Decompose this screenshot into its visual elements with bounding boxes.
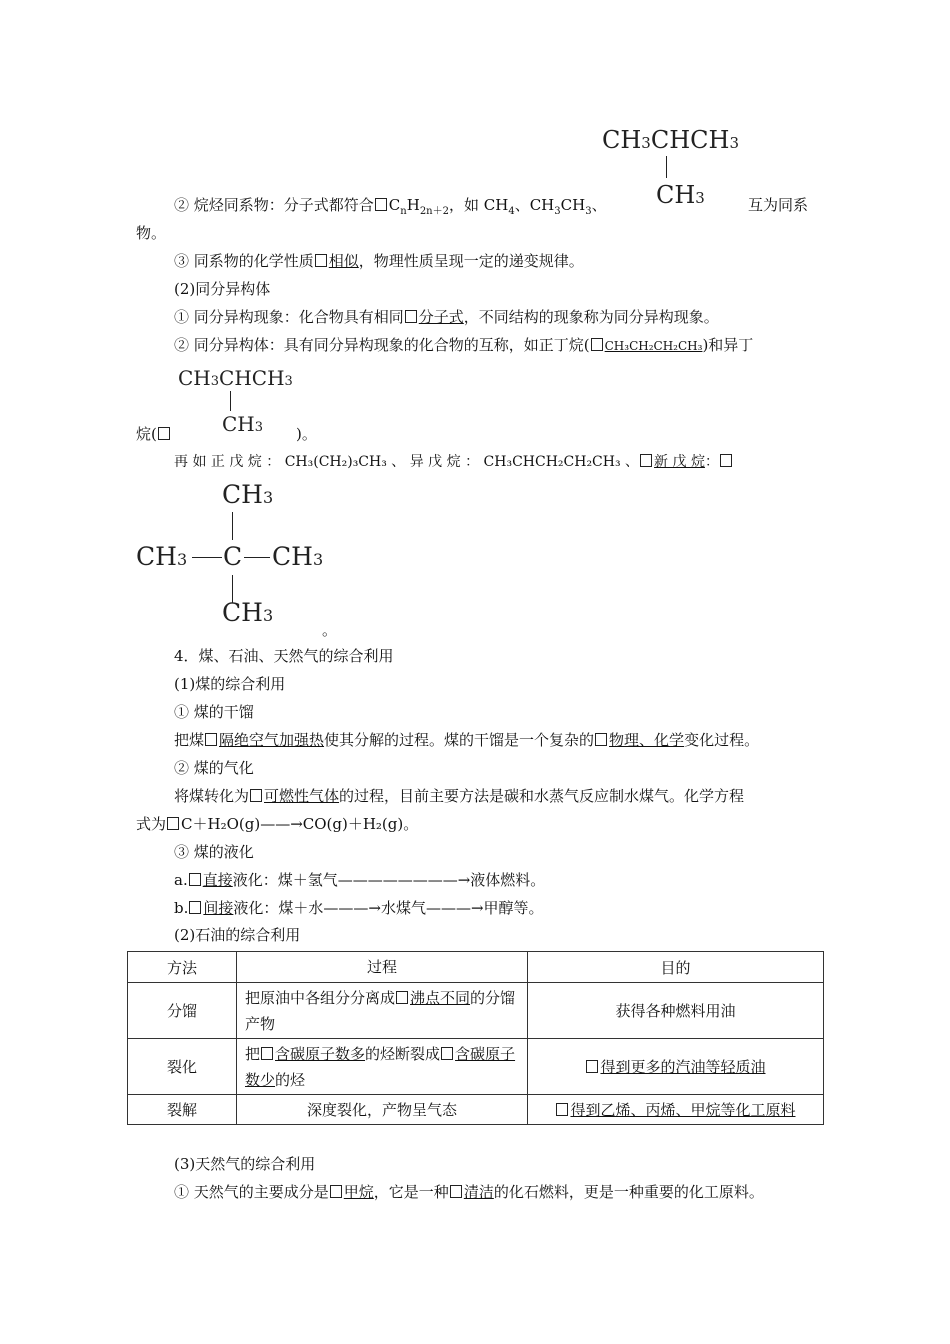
isomer-heading: (2)同分异构体 (174, 280, 271, 298)
blank-box (330, 1185, 342, 1198)
coal-heading: (1)煤的综合利用 (174, 675, 286, 693)
isobutane-close: )。 (296, 425, 317, 443)
coal-gasify-eq: 式为 C＋H₂O(g)——→CO(g)＋H₂(g)。 (136, 815, 419, 833)
homolog-property: ③ 同系物的化学性质 相似，物理性质呈现一定的递变规律。 (174, 252, 584, 270)
homolog-line: ② 烷烃同系物：分子式都符合 $C_nH_{2n+2}$，如 $CH_4$、$CH_3CH_3$、 (174, 196, 607, 217)
blank-box (591, 338, 603, 351)
blank-box (405, 310, 417, 323)
blank-box (595, 733, 607, 746)
natural-gas-heading: (3)天然气的综合利用 (174, 1155, 316, 1173)
natural-gas-text: ① 天然气的主要成分是 甲烷，它是一种 清洁的化石燃料，更是一种重要的化工原料。 (174, 1183, 764, 1201)
isomerism-def: ① 同分异构现象：化合物具有相同 分子式，不同结构的现象称为同分异构现象。 (174, 308, 719, 326)
petroleum-table (127, 951, 824, 1125)
isobutane-structure-2: CH3CHCH3 CH3 (178, 366, 293, 436)
table-row: 裂解 深度裂化，产物呈气态 得到乙烯、丙烯、甲烷等化工原料 (128, 1095, 824, 1125)
coal-gasify-heading: ② 煤的气化 (174, 759, 254, 777)
neopentane-structure: CH3 CH3 C CH3 CH3 (136, 480, 324, 627)
blank-box (640, 454, 652, 467)
homolog-wrap: 物。 (136, 224, 167, 242)
isobutane-line: 烷( (136, 424, 172, 444)
blank-box (250, 789, 262, 802)
blank-box (450, 1185, 462, 1198)
table-row: 裂化 把 含碳原子数多的烃断裂成 含碳原子数少的烃 得到更多的汽油等轻质油 (128, 1039, 824, 1095)
petroleum-heading: (2)石油的综合利用 (174, 926, 301, 944)
blank-box (189, 901, 201, 914)
section-4-heading: 4．煤、石油、天然气的综合利用 (174, 647, 394, 665)
coal-distill-heading: ① 煤的干馏 (174, 703, 254, 721)
neopentane-end: 。 (322, 621, 338, 639)
blank-box (158, 427, 170, 440)
blank-box (167, 817, 179, 830)
table-row: 分馏 把原油中各组分分离成 沸点不同的分馏产物 获得各种燃料用油 (128, 983, 824, 1039)
blank-box (720, 454, 732, 467)
blank-box (375, 198, 387, 211)
blank-box (315, 254, 327, 267)
table-header-row: 方法 过程 目的 (128, 952, 824, 983)
indirect-liquefy: b. 间接液化：煤＋水———→水煤气———→甲醇等。 (174, 899, 544, 917)
pentane-line: 再 如 正 戊 烷 ： CH₃(CH₂)₃CH₃ 、 异 戊 烷 ： CH₃CHCH₂CH₂CH₃ 、 新 戊 烷： (174, 452, 734, 472)
blank-box (205, 733, 217, 746)
isobutane-structure-1: CH3CHCH3 CH3 (602, 126, 739, 209)
coal-gasify-text: 将煤转化为 可燃性气体的过程，目前主要方法是碳和水蒸气反应制水煤气。化学方程 (174, 787, 745, 805)
blank-box (189, 873, 201, 886)
homolog-tail: 互为同系 (748, 196, 809, 214)
direct-liquefy: a. 直接液化：煤＋氢气————————→液体燃料。 (174, 871, 546, 889)
isomer-def: ② 同分异构体：具有同分异构现象的化合物的互称，如正丁烷( CH₃CH₂CH₂CH₃)和异丁 (174, 336, 754, 354)
coal-liquefy-heading: ③ 煤的液化 (174, 843, 254, 861)
coal-distill-text: 把煤 隔绝空气加强热使其分解的过程。煤的干馏是一个复杂的 物理、化学变化过程。 (174, 731, 760, 749)
